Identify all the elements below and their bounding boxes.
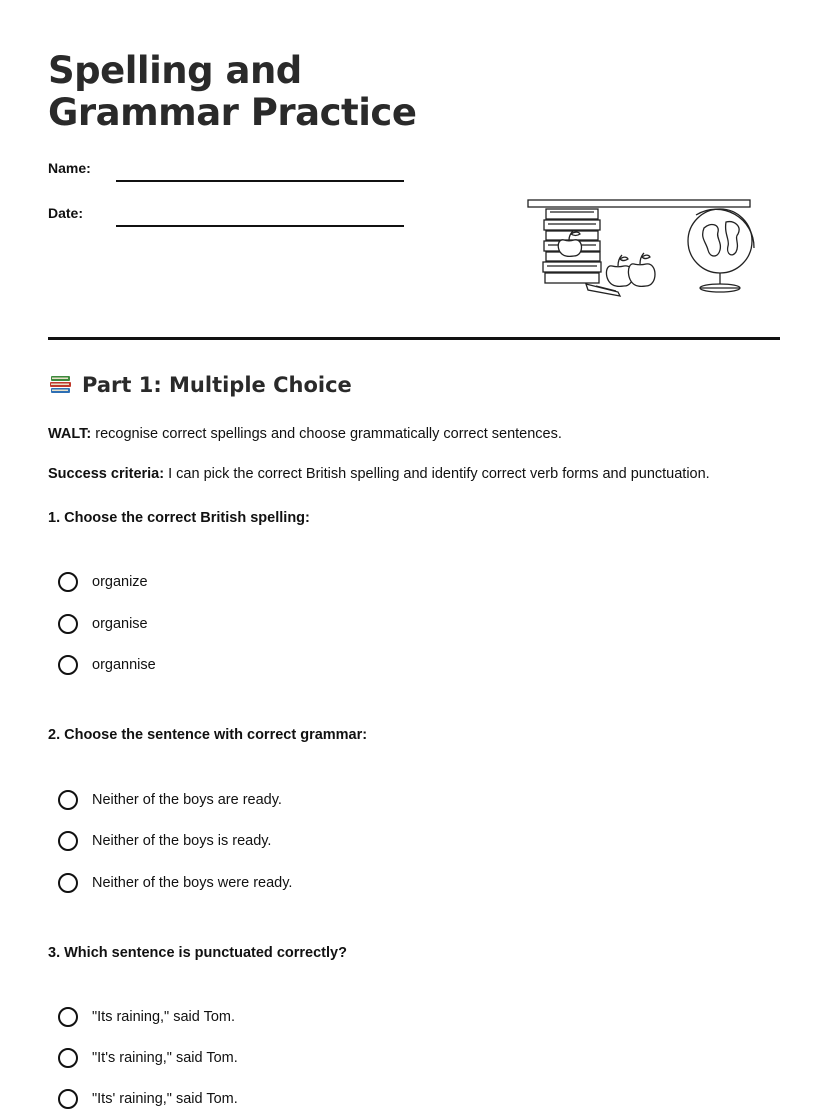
option-label: "It's raining," said Tom. [92, 1050, 238, 1066]
radio-button[interactable] [58, 1007, 78, 1027]
option-label: organnise [92, 657, 156, 673]
name-label: Name: [48, 160, 91, 176]
books-icon [48, 372, 74, 398]
radio-button[interactable] [58, 572, 78, 592]
success-criteria-paragraph [48, 466, 710, 482]
books-apples-globe-illustration [526, 198, 758, 302]
option-label: "Its raining," said Tom. [92, 1009, 236, 1025]
question-2-option-1[interactable] [58, 790, 282, 810]
name-field[interactable] [116, 180, 404, 182]
option-label: "Its' raining," said Tom. [92, 1091, 238, 1107]
date-label: Date: [48, 205, 84, 221]
date-field[interactable] [116, 225, 404, 227]
radio-button[interactable] [58, 655, 78, 675]
option-label: organize [92, 574, 148, 590]
radio-button[interactable] [58, 614, 78, 634]
radio-button[interactable] [58, 873, 78, 893]
question-1-option-2[interactable] [58, 614, 148, 634]
question-3-prompt: 3. Which sentence is punctuated correctly? [48, 945, 347, 961]
question-2-option-2[interactable] [58, 831, 271, 851]
success-criteria-text: I can pick the correct British spelling and identify correct verb forms and punctuation. [164, 466, 710, 482]
question-3-option-3[interactable] [58, 1089, 238, 1109]
question-1-option-1[interactable] [58, 572, 148, 592]
question-2-prompt: 2. Choose the sentence with correct grammar: [48, 727, 368, 743]
radio-button[interactable] [58, 1048, 78, 1068]
part1-heading [48, 372, 352, 398]
page-title: Spelling and Grammar Practice [48, 49, 417, 134]
success-criteria-label: Success criteria: [48, 466, 165, 482]
option-label: Neither of the boys is ready. [92, 833, 272, 849]
part1-heading-text: Part 1: Multiple Choice [82, 373, 352, 397]
radio-button[interactable] [58, 1089, 78, 1109]
option-label: Neither of the boys are ready. [92, 792, 282, 808]
radio-button[interactable] [58, 790, 78, 810]
option-label: Neither of the boys were ready. [92, 875, 293, 891]
walt-label: WALT: [48, 426, 92, 442]
question-3-option-1[interactable] [58, 1007, 235, 1027]
section-divider [48, 337, 780, 340]
walt-text: recognise correct spellings and choose grammatically correct sentences. [91, 426, 562, 442]
question-1-prompt: 1. Choose the correct British spelling: [48, 510, 310, 526]
question-2-option-3[interactable] [58, 873, 292, 893]
question-3-option-2[interactable] [58, 1048, 238, 1068]
walt-paragraph [48, 426, 562, 442]
question-1-option-3[interactable] [58, 655, 156, 675]
radio-button[interactable] [58, 831, 78, 851]
option-label: organise [92, 616, 148, 632]
